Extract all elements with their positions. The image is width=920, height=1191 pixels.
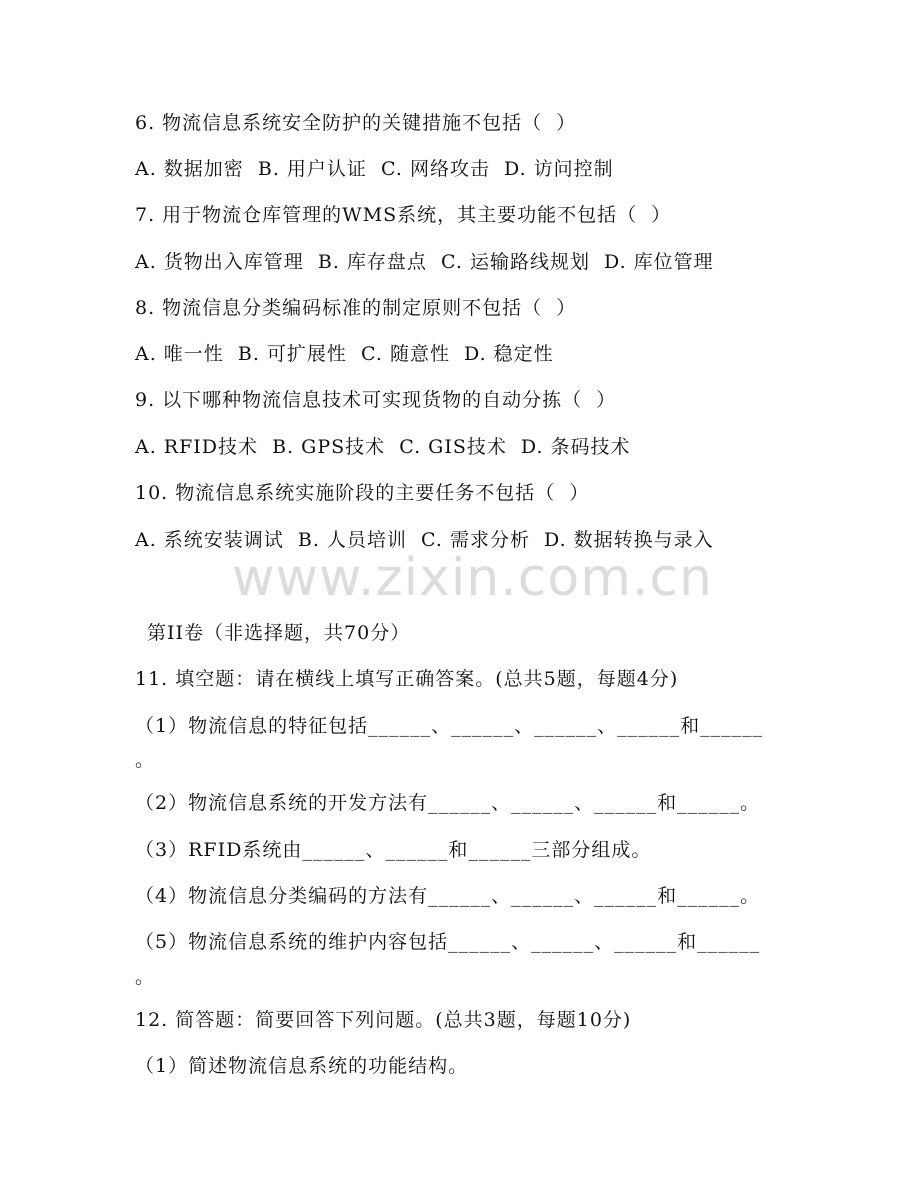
question-11: 11. 填空题：请在横线上填写正确答案。(总共5题，每题4分) — [135, 668, 679, 690]
question-8: 8. 物流信息分类编码标准的制定原则不包括（ ） — [135, 297, 577, 319]
watermark: www.zixin.com.cn — [232, 548, 713, 608]
question-6: 6. 物流信息系统安全防护的关键措施不包括（ ） — [135, 112, 577, 134]
question-7-options: A. 货物出入库管理 B. 库存盘点 C. 运输路线规划 D. 库位管理 — [135, 251, 714, 273]
question-9: 9. 以下哪种物流信息技术可实现货物的自动分拣（ ） — [135, 389, 617, 411]
question-11-2: （2）物流信息系统的开发方法有______、______、______和______。 — [135, 792, 761, 814]
question-7: 7. 用于物流仓库管理的WMS系统，其主要功能不包括（ ） — [135, 204, 672, 226]
question-11-5-end: 。 — [135, 966, 156, 988]
question-11-3: （3）RFID系统由______、______和______三部分组成。 — [135, 839, 652, 861]
question-10-options: A. 系统安装调试 B. 人员培训 C. 需求分析 D. 数据转换与录入 — [135, 529, 714, 551]
question-6-options: A. 数据加密 B. 用户认证 C. 网络攻击 D. 访问控制 — [135, 158, 614, 180]
question-10: 10. 物流信息系统实施阶段的主要任务不包括（ ） — [135, 482, 590, 504]
question-9-options: A. RFID技术 B. GPS技术 C. GIS技术 D. 条码技术 — [135, 436, 631, 458]
question-11-5: （5）物流信息系统的维护内容包括______、______、______和______ — [135, 931, 761, 953]
question-12-1: （1）简述物流信息系统的功能结构。 — [135, 1055, 469, 1077]
question-12: 12. 简答题：简要回答下列问题。(总共3题，每题10分) — [135, 1009, 632, 1031]
question-11-4: （4）物流信息分类编码的方法有______、______、______和______。 — [135, 885, 761, 907]
question-11-1-end: 。 — [135, 749, 156, 771]
part-2-title: 第II卷（非选择题，共70分） — [147, 622, 411, 644]
question-11-1: （1）物流信息的特征包括______、______、______、______和______ — [135, 715, 764, 737]
question-8-options: A. 唯一性 B. 可扩展性 C. 随意性 D. 稳定性 — [135, 343, 554, 365]
